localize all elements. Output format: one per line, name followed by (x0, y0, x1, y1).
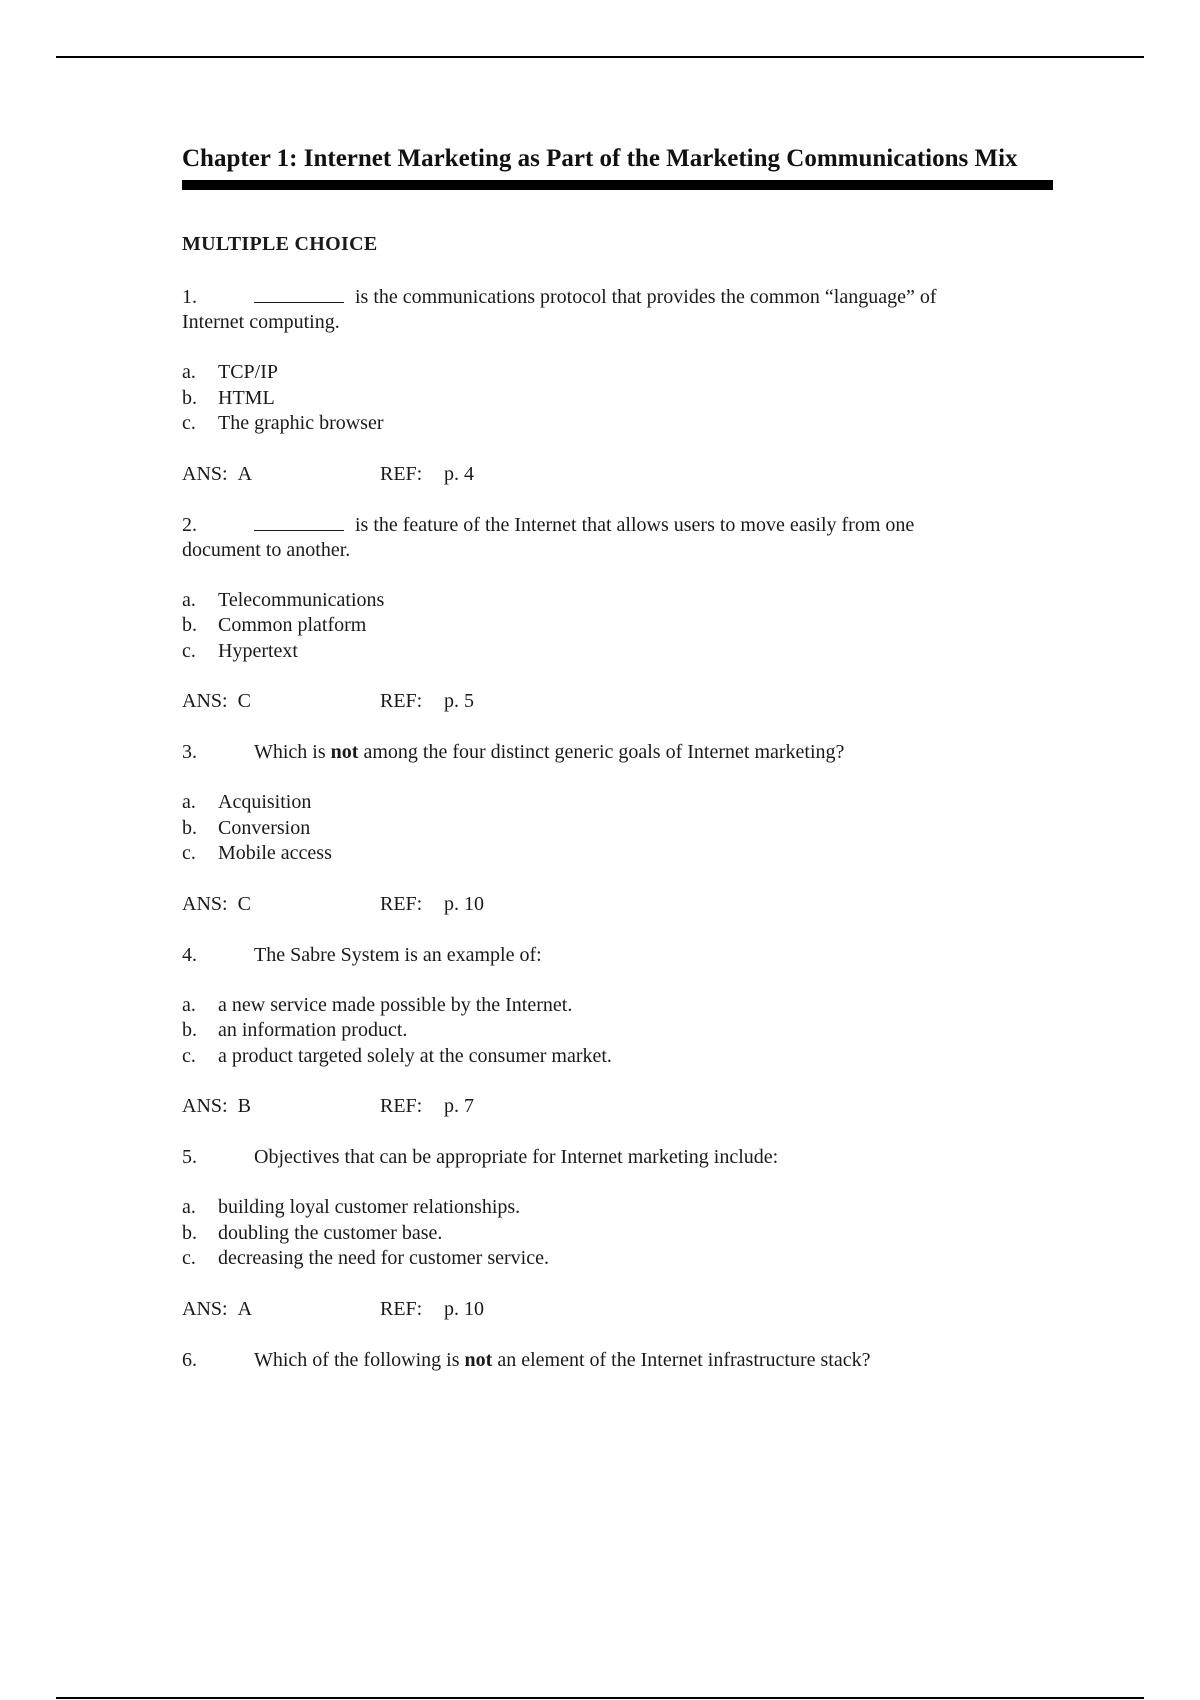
question-text: is the feature of the Internet that allows users to move easily from one (350, 513, 915, 536)
question-number: 4. (182, 943, 197, 966)
ans-label: ANS: (182, 690, 228, 712)
option-c: c. Hypertext (182, 639, 298, 662)
question-2 (182, 513, 1054, 715)
option-b: b. Common platform (182, 614, 367, 636)
options-list (182, 993, 1054, 1070)
ref-label: REF: (380, 1095, 423, 1117)
ref-value: p. 4 (444, 462, 474, 485)
answer-blank (254, 513, 344, 531)
top-rule (56, 56, 1144, 58)
option-c: c. Mobile access (182, 842, 332, 864)
title-underline-bar (182, 180, 1053, 190)
document-body (182, 144, 1054, 1373)
ref-value: p. 10 (444, 892, 484, 915)
question-1 (182, 285, 1054, 487)
option-a: a. Acquisition (182, 791, 312, 813)
answer-line (182, 1297, 1054, 1322)
option-c: c. The graphic browser (182, 412, 384, 434)
question-text: Which is not among the four distinct generic goals of Internet marketing? (254, 741, 845, 763)
question-number: 2. (182, 513, 197, 536)
ref-label: REF: (380, 1297, 423, 1320)
question-number: 6. (182, 1348, 197, 1371)
question-3 (182, 740, 1054, 917)
question-text: Which of the following is not an element of the Internet infrastructure stack? (254, 1348, 871, 1371)
option-a: a. Telecommunications (182, 588, 385, 611)
ans-label: ANS: (182, 462, 228, 485)
ref-label: REF: (380, 462, 423, 485)
ref-label: REF: (380, 892, 423, 915)
ref-value: p. 5 (444, 690, 474, 712)
question-text-continuation: document to another. (182, 538, 351, 561)
ans-value: C (237, 690, 251, 712)
section-heading: MULTIPLE CHOICE (182, 233, 378, 255)
answer-line (182, 689, 1054, 714)
ans-value: C (237, 892, 251, 915)
question-4 (182, 943, 1054, 1120)
ans-label: ANS: (182, 892, 228, 915)
option-b: b. doubling the customer base. (182, 1221, 443, 1244)
answer-line (182, 892, 1054, 917)
question-text: The Sabre System is an example of: (254, 943, 542, 966)
ans-value: A (237, 1297, 253, 1320)
option-a: a. building loyal customer relationships. (182, 1196, 521, 1218)
chapter-title: Chapter 1: Internet Marketing as Part of the Marketing Communications Mix (182, 145, 1018, 172)
options-list (182, 360, 1054, 437)
emphasis-not: not (330, 741, 359, 763)
option-b: b. HTML (182, 386, 275, 409)
ans-label: ANS: (182, 1297, 228, 1320)
option-c: c. decreasing the need for customer service. (182, 1247, 549, 1269)
answer-blank (254, 285, 344, 303)
option-b: b. Conversion (182, 816, 311, 839)
ref-label: REF: (380, 690, 423, 712)
question-5 (182, 1145, 1054, 1322)
ans-value: B (237, 1095, 251, 1117)
option-c: c. a product targeted solely at the consumer market. (182, 1044, 612, 1067)
options-list (182, 1195, 1054, 1272)
question-6 (182, 1348, 1054, 1373)
question-number: 3. (182, 741, 197, 763)
question-text: Objectives that can be appropriate for Internet marketing include: (254, 1146, 779, 1168)
answer-line (182, 1094, 1054, 1119)
emphasis-not: not (464, 1348, 493, 1371)
question-number: 1. (182, 286, 197, 308)
bottom-rule (56, 1697, 1144, 1699)
question-text-continuation: Internet computing. (182, 311, 340, 333)
question-text: is the communications protocol that provides the common “language” of (350, 286, 937, 308)
ref-value: p. 10 (444, 1297, 484, 1320)
option-b: b. an information product. (182, 1019, 408, 1041)
option-a: a. a new service made possible by the Internet. (182, 993, 573, 1016)
options-list (182, 790, 1054, 867)
answer-line (182, 462, 1054, 487)
question-number: 5. (182, 1146, 197, 1168)
ans-value: A (237, 462, 253, 485)
ans-label: ANS: (182, 1095, 228, 1117)
option-a: a. TCP/IP (182, 361, 279, 383)
options-list (182, 588, 1054, 665)
ref-value: p. 7 (444, 1095, 474, 1117)
